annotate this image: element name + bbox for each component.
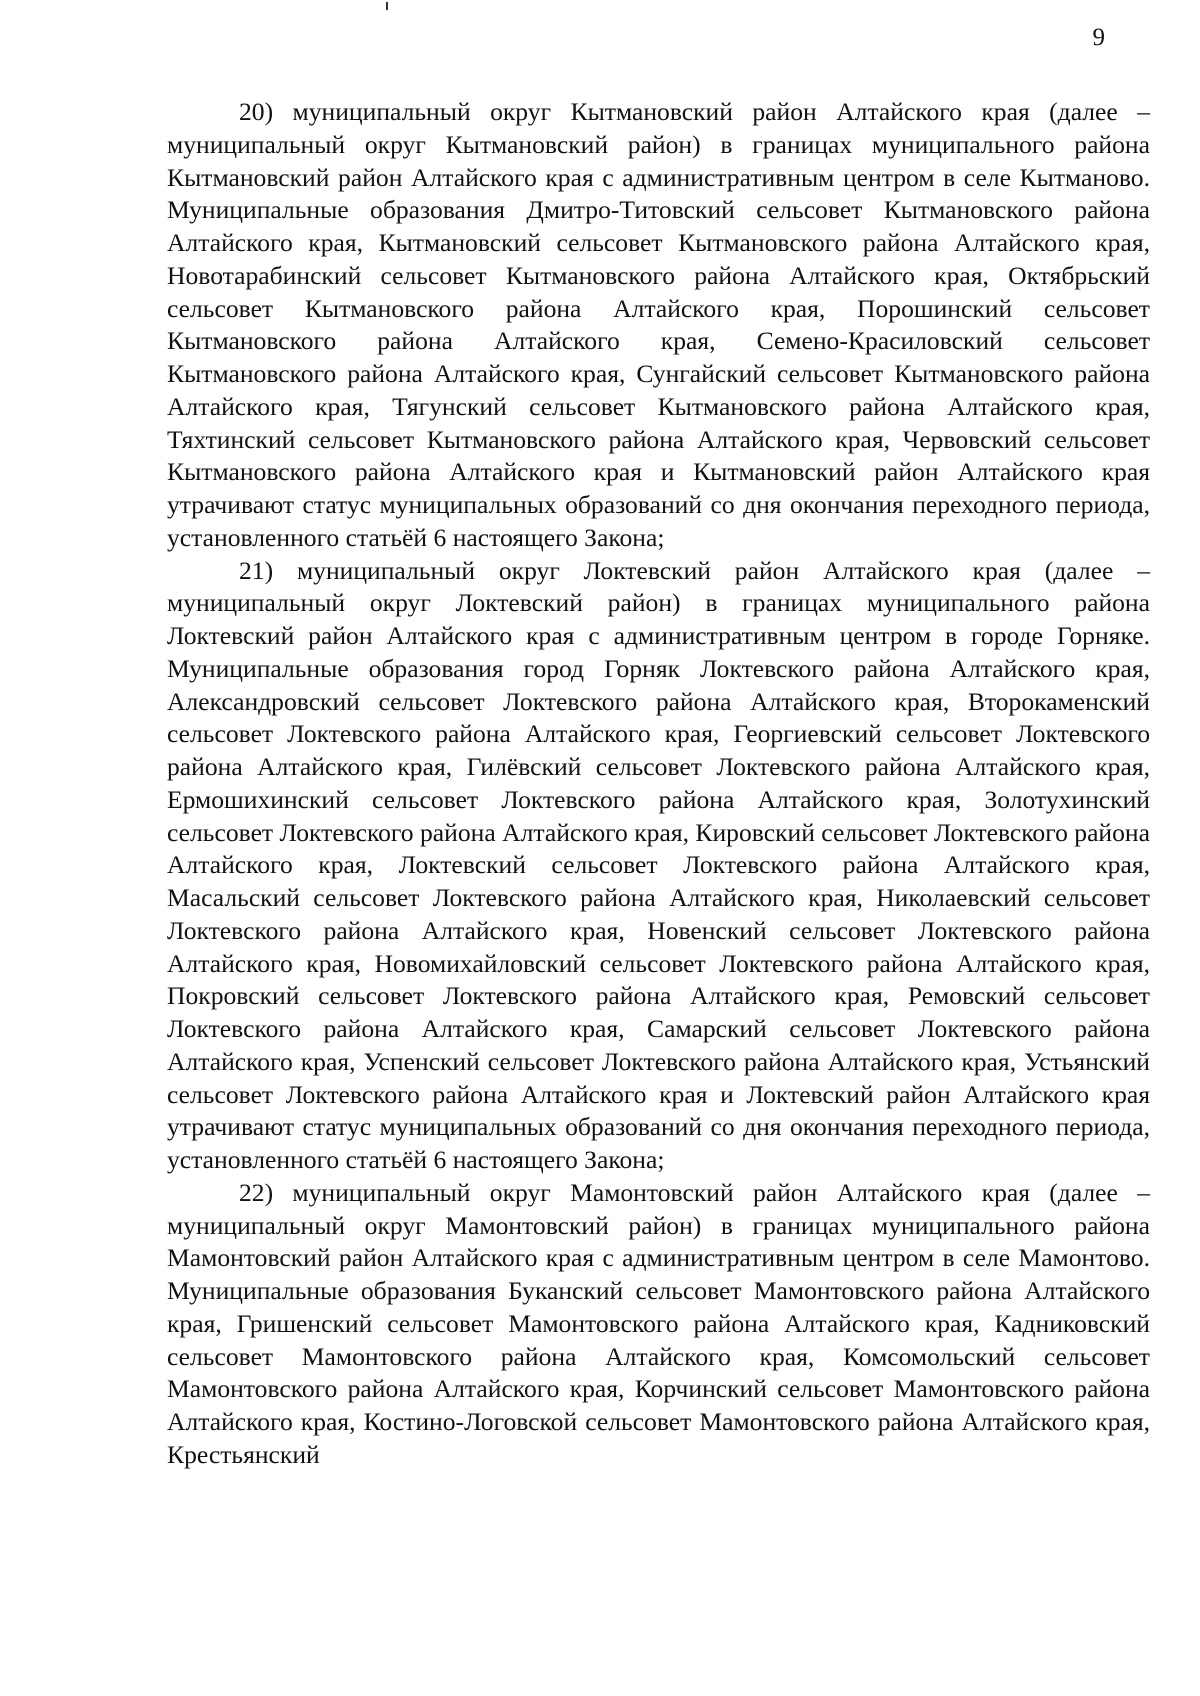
paragraph-item-20: 20) муниципальный округ Кытмановский район Алтайского края (далее – муниципальный округ Кытмановский район) в границах муниципального района Кытмановский район Алтайского края с административным центром в селе Кытманово. Муниципальные образования Дмитро-Титовский сельсовет Кытмановского района Алтайского края, Кытмановский сельсовет Кытмановского района Алтайского края, Новотарабинский сельсовет Кытмановского района Алтайского края, Октябрьский сельсовет Кытмановского района Алтайского края, Порошинский сельсовет Кытмановского района Алтайского края, Семено-Красиловский сельсовет Кытмановского района Алтайского края, Сунгайский сельсовет Кытмановского района Алтайского края, Тягунский сельсовет Кытмановского района Алтайского края, Тяхтинский сельсовет Кытмановского района Алтайского края, Червовский сельсовет Кытмановского района Алтайского края и Кытмановский район Алтайского края утрачивают статус муниципальных образований со дня окончания переходного периода, установленного статьёй 6 настоящего Закона;	[167, 97, 1150, 552]
paragraph-item-21: 21) муниципальный округ Локтевский район Алтайского края (далее – муниципальный округ Локтевский район) в границах муниципального района Локтевский район Алтайского края с административным центром в городе Горняке. Муниципальные образования город Горняк Локтевского района Алтайского края, Александровский сельсовет Локтевского района Алтайского края, Второкаменский сельсовет Локтевского района Алтайского края, Георгиевский сельсовет Локтевского района Алтайского края, Гилёвский сельсовет Локтевского района Алтайского края, Ермошихинский сельсовет Локтевского района Алтайского края, Золотухинский сельсовет Локтевского района Алтайского края, Кировский сельсовет Локтевского района Алтайского края, Локтевский сельсовет Локтевского района Алтайского края, Масальский сельсовет Локтевского района Алтайского края, Николаевский сельсовет Локтевского района Алтайского края, Новенский сельсовет Локтевского района Алтайского края, Новомихайловский сельсовет Локтевского района Алтайского края, Покровский сельсовет Локтевского района Алтайского края, Ремовский сельсовет Локтевского района Алтайского края, Самарский сельсовет Локтевского района Алтайского края, Успенский сельсовет Локтевского района Алтайского края, Устьянский сельсовет Локтевского района Алтайского края и Локтевский район Алтайского края утрачивают статус муниципальных образований со дня окончания переходного периода, установленного статьёй 6 настоящего Закона;	[167, 555, 1150, 1174]
paragraph-item-22: 22) муниципальный округ Мамонтовский район Алтайского края (далее – муниципальный округ Мамонтовский район) в границах муниципального района Мамонтовский район Алтайского края с административным центром в селе Мамонтово. Муниципальные образования Буканский сельсовет Мамонтовского района Алтайского края, Гришенский сельсовет Мамонтовского района Алтайского края, Кадниковский сельсовет Мамонтовского района Алтайского края, Комсомольский сельсовет Мамонтовского района Алтайского края, Корчинский сельсовет Мамонтовского района Алтайского края, Костино-Логовской сельсовет Мамонтовского района Алтайского края, Крестьянский	[167, 1177, 1150, 1469]
page-number: 9	[1092, 24, 1105, 51]
scan-artifact-mark	[386, 2, 388, 10]
law-text-body	[167, 96, 1150, 1472]
